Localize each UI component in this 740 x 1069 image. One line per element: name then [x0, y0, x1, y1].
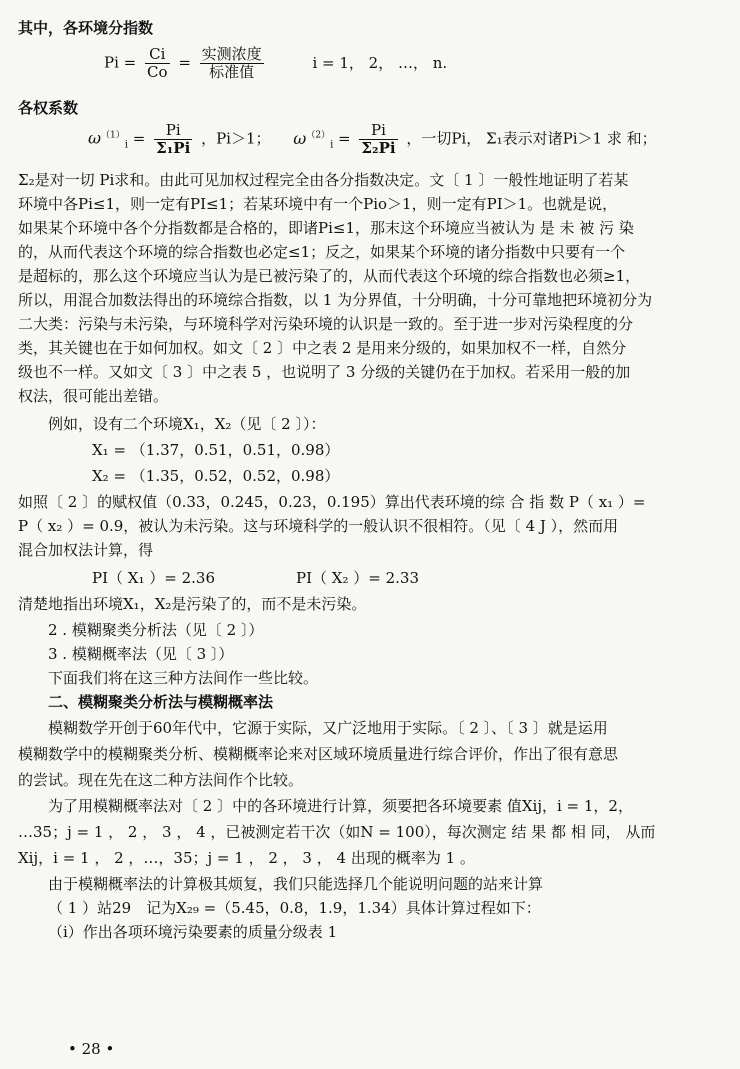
vector-x2: X₂ = （1.35，0.52，0.52，0.98）	[92, 467, 340, 485]
paragraph-line: 为了用模糊概率法对〔 2 〕中的各环境进行计算，须要把各环境要素 值Xij，i = 1，2，	[48, 797, 633, 815]
formula-pi-range: i = 1， 2， …， n.	[312, 53, 448, 72]
paragraph-line: 清楚地指出环境X₁，X₂是污染了的，而不是未污染。	[18, 595, 367, 613]
fraction-pi-sum2	[359, 122, 397, 157]
paragraph-line: 环境中各Pi≤1，则一定有PI≤1；若某环境中有一个Pio＞1，则一定有PI＞1。也就是说，	[18, 195, 618, 213]
result-pi-x1: PI（ X₁ ）= 2.36	[92, 569, 215, 587]
omega-symbol-2: ω	[293, 128, 307, 148]
fraction-ci-co	[145, 46, 170, 81]
paragraph-line: 如果某个环境中各个分指数都是合格的，即诸Pi≤1，那末这个环境应当被认为 是 未 被 污 染	[18, 219, 634, 237]
paragraph-line: Σ₂是对一切 Pi求和。由此可见加权过程完全由各分指数决定。文〔 1 〕一般性地证明了若某	[18, 171, 629, 189]
paragraph-line: （ⅰ）作出各项环境污染要素的质量分级表 1	[48, 923, 338, 941]
fraction-pi-1: Pi	[154, 122, 192, 140]
paragraph-line: （ 1 ）站29 记为X₂₉ =（5.45，0.8，1.9，1.34）具体计算过程如下：	[48, 899, 541, 917]
formula-omega: $\omega^{(1)}_i$ = $\frac{Pi}{\text{Σ₁Pi}}$ ，Pi＞1； $\omega^{(2)}_i$ = $\frac{Pi}{\text{Σ₂Pi}}$ ，一切Pi， Σ₁表示对诸Pi＞1 求 和；	[88, 121, 657, 157]
paragraph-line: 二大类：污染与未污染，与环境科学对污染环境的认识是一致的。至于进一步对污染程度的分	[18, 315, 634, 333]
fraction-measured-standard	[200, 46, 264, 81]
paragraph-line: 的尝试。现在先在这二种方法间作个比较。	[18, 771, 304, 789]
result-pi-x2: PI（ X₂ ）= 2.33	[296, 569, 419, 587]
formula-pi	[104, 46, 447, 81]
method-item-2: 2 . 模糊聚类分析法（见〔 2 〕）	[48, 621, 264, 639]
omega-tail: ，一切Pi， Σ₁表示对诸Pi＞1 求 和；	[406, 129, 657, 148]
section-heading: 二、模糊聚类分析法与模糊概率法	[48, 693, 274, 711]
formula-pi-lhs: Pi =	[104, 53, 137, 72]
paragraph-line: 权法，很可能出差错。	[18, 387, 169, 405]
paragraph-line: 混合加权法计算，得	[18, 541, 154, 559]
omega-sup-2: （2）	[306, 130, 331, 141]
paragraph-line: 下面我们将在这三种方法间作一些比较。	[48, 669, 319, 687]
fraction-pi-2: Pi	[359, 122, 397, 140]
line-weight-coefficients: 各权系数	[18, 99, 79, 117]
example-line: 例如，设有二个环境X₁，X₂（见〔 2 〕）：	[48, 415, 326, 433]
vector-x1: X₁ = （1.37，0.51，0.51，0.98）	[92, 441, 340, 459]
fraction-sum2: Σ₂Pi	[361, 139, 396, 157]
omega-sup-1: （1）	[101, 130, 125, 141]
paragraph-line: P（ x₂ ）= 0.9，被认为未污染。这与环境科学的一般认识不很相符。（见〔 4 J ），然而用	[18, 517, 619, 535]
omega-sub-1: i	[124, 139, 128, 151]
method-item-3: 3 . 模糊概率法（见〔 3 〕）	[48, 645, 234, 663]
fraction-measured: 实测浓度	[201, 45, 262, 63]
line-intro-index: 其中，各环境分指数	[18, 19, 154, 37]
formula-pi-eq: =	[178, 53, 191, 72]
paragraph-line: 是超标的，那么这个环境应当认为是已被污染了的，从而代表这个环境的综合指数也必须≥1，	[18, 267, 641, 285]
fraction-ci: Ci	[145, 46, 170, 64]
fraction-co: Co	[147, 63, 168, 81]
paragraph-line: 的，从而代表这个环境的综合指数也必定≤1；反之，如果某个环境的诸分指数中只要有一个	[18, 243, 626, 261]
paragraph-line: Xij，i = 1 ， 2 ，…，35；j = 1 ， 2 ， 3 ， 4 出现的概率为 1 。	[18, 849, 475, 867]
omega-condition-1: ，Pi＞1；	[201, 129, 271, 148]
paragraph-line: 由于模糊概率法的计算极其烦复，我们只能选择几个能说明问题的站来计算	[48, 875, 544, 893]
fraction-sum1: Σ₁Pi	[156, 139, 191, 157]
paragraph-line: 如照〔 2 〕的赋权值（0.33，0.245，0.23，0.195）算出代表环境的综 合 指 数 P（ x₁ ）=	[18, 493, 646, 511]
paragraph-line: 所以，用混合加数法得出的环境综合指数，以 1 为分界值，十分明确，十分可靠地把环境初分为	[18, 291, 653, 309]
fraction-standard: 标准值	[209, 63, 255, 81]
paragraph-line: 类，其关键也在于如何加权。如文〔 2 〕中之表 2 是用来分级的，如果加权不一样，自然分	[18, 339, 627, 357]
omega-sub-2: i	[330, 139, 334, 151]
omega-symbol-1: ω	[88, 128, 102, 148]
paragraph-line: 模糊数学中的模糊聚类分析、模糊概率论来对区域环境质量进行综合评价，作出了很有意思	[18, 745, 619, 763]
page-number: • 28 •	[68, 1040, 115, 1058]
paragraph-line: 模糊数学开创于60年代中，它源于实际，又广泛地用于实际。〔 2 〕、〔 3 〕就是运用	[48, 719, 608, 737]
paragraph-line: 级也不一样。又如文〔 3 〕中之表 5 ，也说明了 3 分级的关键仍在于加权。若采用一般的加	[18, 363, 631, 381]
paragraph-line: …35；j = 1 ， 2 ， 3 ， 4 ，已被测定若干次（如N = 100），每次测定 结 果 都 相 同， 从而	[18, 823, 656, 841]
fraction-pi-sum1	[154, 122, 192, 157]
